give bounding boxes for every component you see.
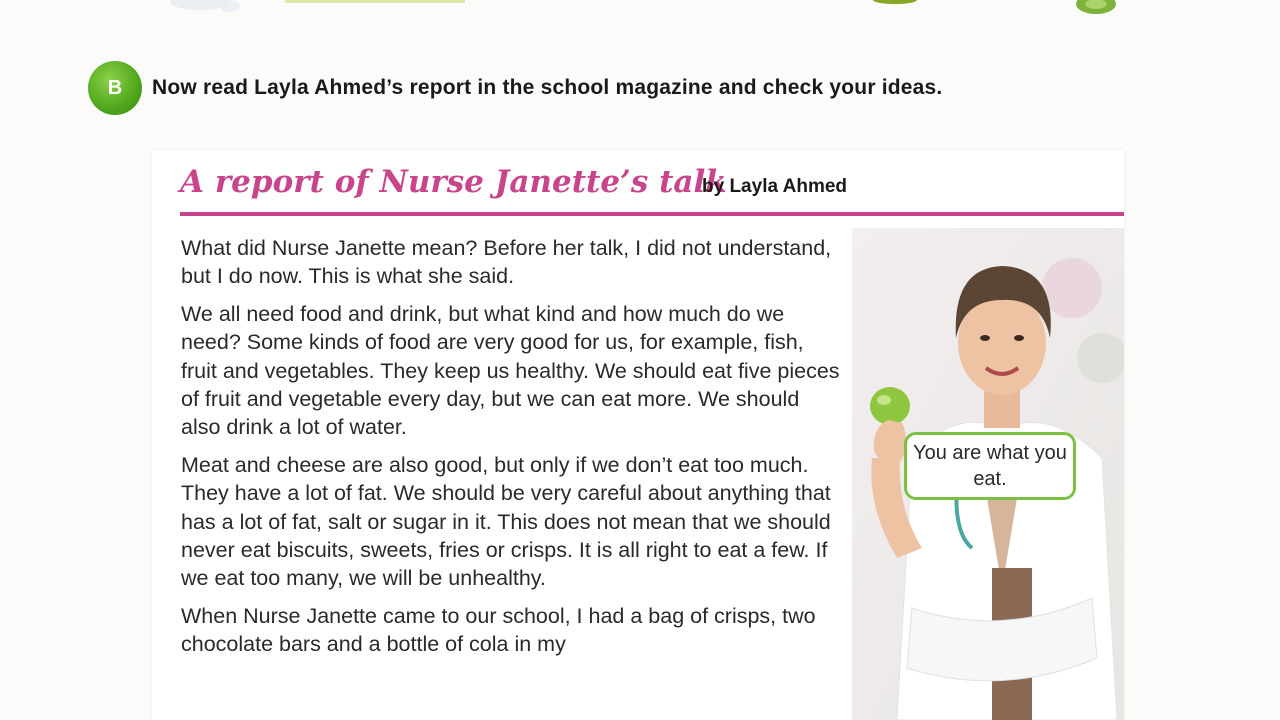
article-title: A report of Nurse Janette’s talk — [180, 164, 727, 200]
exercise-badge — [88, 61, 142, 115]
article-paragraph-2: We all need food and drink, but what kind and how much do we need? Some kinds of food are very good for us, for example, fish, fruit and vegetables. They keep us healthy. We should eat five pieces of fruit and vegetable every day, but we can eat more. We should also drink a lot of water. — [181, 301, 840, 440]
exercise-badge-label: B — [107, 76, 123, 99]
speech-bubble: You are what you eat. — [904, 432, 1076, 500]
article-paragraph-1: What did Nurse Janette mean? Before her talk, I did not understand, but I do now. This is what she said. — [181, 236, 832, 289]
article-paragraph-4: When Nurse Janette came to our school, I had a bag of crisps, two chocolate bars and a bottle of cola in my — [181, 603, 816, 657]
magazine-article — [152, 150, 1124, 720]
article-paragraph-3: Meat and cheese are also good, but only if we don’t eat too much. They have a lot of fat. We should be very careful about anything that has a lot of fat, salt or sugar in it. This does not mean that we should never eat biscuits, sweets, fries or crisps. It is all right to eat a few. If we eat too many, we will be unhealthy. — [181, 452, 831, 591]
article-body — [181, 234, 841, 668]
article-byline: by Layla Ahmed — [702, 176, 848, 197]
title-divider — [180, 212, 1124, 216]
top-decoration — [0, 0, 1280, 22]
exercise-instruction: Now read Layla Ahmed’s report in the school magazine and check your ideas. — [152, 76, 943, 99]
